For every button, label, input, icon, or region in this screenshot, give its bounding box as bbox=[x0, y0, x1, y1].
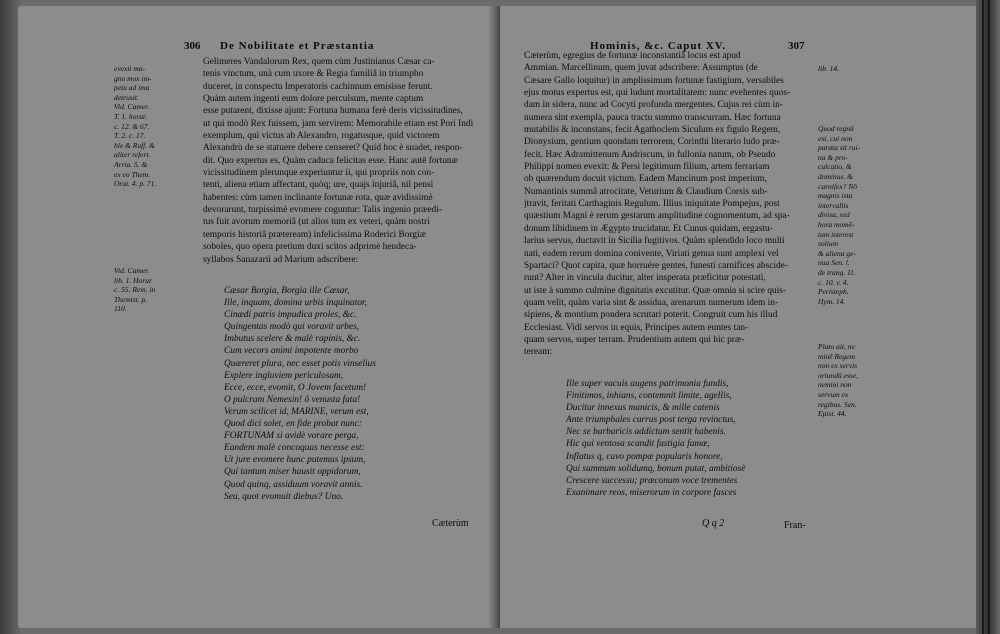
text-line: ut qui modò Rex fuissem, jam servirem: Memorabile etiam est Pori Indi bbox=[203, 118, 474, 129]
text-line: ob quærendum docuit victum. Eadem Mancinum post imperium, bbox=[524, 174, 767, 185]
verse-line: Cinædi patris impudica proles, &c. bbox=[224, 310, 357, 321]
verse-line: Ante triumphales currus post terga revinctus, bbox=[566, 415, 736, 426]
text-line: Spartaci? Quot capita, quæ horruére gentes, funesti carnifices abscide- bbox=[524, 260, 788, 271]
margin-note-line: Hym. 14. bbox=[818, 296, 846, 306]
verse-line: Cæsar Borgia, Borgia ille Cæsar, bbox=[224, 286, 350, 296]
margin-note-line: parata sit rui- bbox=[818, 143, 861, 153]
margin-note-line: detrusit. bbox=[114, 92, 139, 102]
verse-line: Imbutus scelere & malè rapinis, &c. bbox=[224, 334, 361, 345]
margin-note-line: est, cui non bbox=[818, 133, 853, 143]
margin-note-line: Arria. 5. & bbox=[114, 159, 148, 169]
margin-notes-left-2 bbox=[114, 266, 155, 314]
running-head-left: De Nobilitate et Præstantia bbox=[220, 40, 375, 52]
margin-note-line: Plato ait, ne bbox=[818, 342, 855, 351]
verse-right bbox=[566, 378, 826, 499]
text-line: syllabos Sanazarii ad Marium adscribere: bbox=[203, 254, 359, 265]
verse-line: Quod quinq, assiduum voravit annis. bbox=[224, 479, 363, 490]
verse-line: Qui summum solidumq, bonum putat, ambitiosè bbox=[566, 463, 746, 474]
text-line: devorarunt, turpissimè evomere coguntur: Talis ingenio præedi- bbox=[203, 205, 442, 216]
text-line: Gelimeres Vandalorum Rex, quem cùm Justinianus Cæsar ca- bbox=[203, 57, 435, 67]
margin-note-line: lib. 14. bbox=[818, 64, 840, 73]
margin-note-line: Quod regnū bbox=[818, 124, 854, 133]
text-line: sipiens, & montium pondera scrutari poterit. Congruit cum his illud bbox=[524, 310, 778, 321]
margin-notes-left bbox=[114, 64, 156, 189]
verse-line: Qui tantum miser hausit oppidorum, bbox=[224, 467, 361, 478]
margin-note-line: ex eo Them. bbox=[114, 169, 151, 179]
verse-line: Ut jure evomere hunc putemus ipsum, bbox=[224, 455, 366, 466]
text-line: vicissitudinem plerunque experiuntur ii, qui propriis non con- bbox=[203, 168, 435, 179]
margin-note-line: evexit ma- bbox=[114, 64, 146, 73]
catchword-right: Fran- bbox=[784, 520, 806, 531]
margin-note-line: de tranq. 11. bbox=[818, 267, 856, 277]
text-line: duceret, in conspectu Imperatoris cachinnum emisisse ferunt. bbox=[203, 81, 433, 92]
margin-note-line: Vid. Camer. bbox=[114, 102, 150, 112]
margin-note-line: na & pro- bbox=[818, 152, 848, 162]
verse-left bbox=[224, 285, 464, 503]
text-line: teream: bbox=[524, 347, 553, 358]
verse-line: Crescere successu; præconum voce trementes bbox=[566, 475, 738, 486]
verse-line: Seu, quot evomuit diebus? Uno. bbox=[224, 491, 344, 502]
text-line: Quàm autem ingenti eum dolore perculsum, mente captum bbox=[203, 94, 424, 105]
margin-note-line: Vid. Camer. bbox=[114, 266, 150, 275]
verse-line: Quod dici solet, en fide probat nunc: bbox=[224, 419, 362, 430]
text-line: ejus motus expertus est, qui ludunt mortalitatem: nunc evehentes quos- bbox=[524, 88, 791, 99]
margin-note-line: ble & Ruff. & bbox=[114, 140, 155, 150]
text-line: numera sint exempla, pauca tractu summo transcurram. Hæc fortuna bbox=[524, 112, 781, 123]
folio-right: 307 bbox=[788, 40, 805, 52]
margin-note-line: Themist. p. bbox=[114, 294, 148, 304]
margin-notes-right bbox=[818, 64, 839, 74]
margin-note-line: minē Regem bbox=[818, 351, 855, 361]
margin-note-line: c. 10. v. 4. bbox=[818, 277, 849, 287]
text-line: jtravit, feritati Carthaginis Regulum. Illius iniquitate Pompejus, post bbox=[524, 199, 780, 210]
margin-note-line: servum ex bbox=[818, 389, 849, 399]
text-line: nati, eadem rerum domina conivente, Viriati genua sunt amplexi vel bbox=[524, 248, 779, 259]
margin-note-line: nemini non bbox=[818, 380, 852, 390]
text-line: dit. Quo expertus es, Quàm caduca felicitas esse. Hanc autē fortunæ bbox=[203, 155, 458, 166]
text-line: exemplum, qui victus ab Alexandro, rogatusque, quid victorem bbox=[203, 131, 440, 142]
text-line: Cæterùm, egregius de fortunæ inconstantiâ locus est apud bbox=[524, 51, 741, 61]
margin-note-line: carnifex? Nō bbox=[818, 181, 857, 191]
text-line: tus fuit avorum memoriâ (ut alios tum ex veteri, quàm nostri bbox=[203, 217, 430, 228]
text-line: quæstium Magni è rerum gestarum amplitudine cognomentum, ad spa- bbox=[524, 211, 790, 222]
text-line: Alexandrù de se statuere debere censeret? Quid hoc è suadet, respon- bbox=[203, 143, 463, 154]
margin-note-line: regibus. Sen. bbox=[818, 399, 857, 409]
verse-line: Eandem malè concoquas necesse est: bbox=[224, 443, 365, 454]
running-head-right: Hominis, &c. Caput XV. bbox=[590, 40, 727, 52]
verse-line: Ille, inquam, domina urbis inquinator, bbox=[224, 298, 367, 309]
text-line: fecit. Hæc Adramittenum Andriscum, in fullonia natum, ob Pseudo bbox=[524, 149, 776, 160]
verse-line: Quingentas modò qui voravit urbes, bbox=[224, 322, 360, 333]
body-text-left bbox=[203, 56, 493, 266]
margin-note-line: petu ad ima bbox=[114, 83, 150, 93]
right-page bbox=[500, 6, 980, 628]
text-line: Cæsare Gallo loquitur) in amplissimum fortunæ fastigium, versabiles bbox=[524, 75, 784, 86]
margin-note-line: & aliena ge- bbox=[818, 248, 856, 258]
margin-note-line: culcatio, & bbox=[818, 162, 852, 172]
folio-left: 306 bbox=[184, 40, 201, 52]
verse-line: Exanimare reos, miserorum in corpore fasces bbox=[566, 487, 737, 498]
text-line: Dionysium, gentium quondam terrorem, Corinthi literario ludo præ- bbox=[524, 137, 780, 148]
margin-note-line: oriundū esse, bbox=[818, 370, 858, 380]
text-line: Numantinis summâ atrocitate, Veturium & Claudium Corsis sub- bbox=[524, 186, 768, 197]
verse-line: Nec se barbaricis addictum sentit habenis. bbox=[566, 427, 726, 438]
verse-line: Quæreret plura, nec esset potis vinselius bbox=[224, 358, 376, 369]
verse-line: Finitimos, inhians, contemnit limite, agellis, bbox=[566, 391, 732, 402]
verse-line: Ducitur innexus manicis, & mille catenis bbox=[566, 403, 720, 414]
margin-note-line: c. 55. Rem. in bbox=[114, 285, 156, 295]
verse-line: Verum scilicet id, MARINE, verum est, bbox=[224, 406, 369, 417]
text-line: Ammian. Marcellinum, quem juvat adscribere: Assumptus (de bbox=[524, 63, 758, 74]
margin-note-line: dominus. & bbox=[818, 171, 854, 181]
text-line: donum libidinem in Ægypto trucidatur. Et Cunus quidam, ergastu- bbox=[524, 223, 773, 234]
text-line: quam velit, quàm varia sint & assidua, arenarum numerum idem in- bbox=[524, 297, 779, 308]
margin-note-line: Epist. 44. bbox=[818, 409, 847, 419]
text-line: mutabilis & inconstans, fecit Agathoclem Siculum ex figulo Regem, bbox=[524, 125, 781, 136]
margin-note-line: lib. 1. Horar. bbox=[114, 275, 153, 285]
text-line: Ecclesiast. Vidi servos in equis, Principes autem euntes tan- bbox=[524, 322, 749, 333]
text-line: tenis vinctum, unà cum uxore & Regia familiâ in triumpho bbox=[203, 69, 424, 80]
verse-line: Hic qui ventosa scandit fastigia famæ, bbox=[566, 439, 710, 450]
text-line: temporis historiâ præteream) infelicissima Roderici Borgiæ bbox=[203, 229, 426, 240]
text-line: habentes: cùm tamen inclinante fortunæ rota, quæ avidissimè bbox=[203, 192, 433, 203]
verse-line: Ille super vacuis augens patrimonia fundis, bbox=[566, 379, 729, 389]
text-line: esse putarent, dixisse ajunt: Fortuna humana ferè deris vicissitudines, bbox=[203, 106, 463, 117]
left-page bbox=[18, 6, 502, 628]
text-line: runt? Alter in vincula ducitur, alter insperata præficitur potestati, bbox=[524, 273, 766, 284]
margin-note-line: Peristeph. bbox=[818, 287, 849, 297]
body-text-right bbox=[524, 50, 816, 359]
text-line: quam servos, super terram. Prudentium autem qui hic præ- bbox=[524, 334, 745, 345]
text-line: ut iste à summo culmine dignitatis excutitur. Quæ omnia si scire quis- bbox=[524, 285, 786, 296]
margin-note-line: 110. bbox=[114, 304, 127, 314]
margin-note-line: c. 12. & 67. bbox=[114, 121, 150, 131]
text-line: tenti, aliena etiam affectant, quòq; ure, quajs injuriâ, nil pensi bbox=[203, 180, 434, 191]
margin-note-line: intervallis bbox=[818, 200, 849, 210]
margin-note-line: magnis ista bbox=[818, 191, 853, 201]
margin-note-line: hora momē- bbox=[818, 219, 855, 229]
verse-line: Cum vecors animi impotente morbo bbox=[224, 346, 359, 357]
margin-note-line: Orat. 4. p. 71. bbox=[114, 179, 157, 189]
verse-line: Inflatus q, cavo pompæ popularis honore, bbox=[566, 451, 723, 462]
margin-note-line: nua Sen. l. bbox=[818, 258, 850, 268]
verse-line: Explere ingluviem periculosam, bbox=[224, 370, 344, 381]
margin-note-line: solium bbox=[818, 239, 839, 249]
margin-notes-right-2 bbox=[818, 124, 860, 306]
text-line: Philippi nomen evexit: & Persi legitimum filium, artem ferrariam bbox=[524, 162, 770, 173]
text-line: larius servus, ductavit in Sicilia fugitivos. Quàm splendido loco multi bbox=[524, 236, 785, 247]
margin-note-line: tum interest bbox=[818, 229, 854, 239]
margin-note-line: T. 2. c. 17. bbox=[114, 131, 146, 141]
text-line: soboles, quo opera pretium duxi scitos adprimè hendeca- bbox=[203, 242, 417, 253]
catchword-left: Cæterùm bbox=[432, 518, 469, 529]
margin-note-line: T. 1. horar. bbox=[114, 111, 147, 121]
margin-note-line: divisa, sed bbox=[818, 210, 850, 220]
verse-line: O pulcram Nemesin! ô venusta fata! bbox=[224, 394, 361, 405]
margin-note-line: non ex servis bbox=[818, 361, 858, 371]
signature-mark: Q q 2 bbox=[702, 518, 725, 529]
margin-note-line: gno mox im- bbox=[114, 73, 152, 83]
book-edge-right bbox=[976, 0, 1000, 634]
verse-line: FORTUNAM si avidè vorare perga, bbox=[224, 431, 359, 442]
margin-note-line: aliter refert. bbox=[114, 150, 151, 160]
verse-line: Ecce, ecce, evomit, O Jovem facetum! bbox=[224, 382, 367, 393]
text-line: dam in sidera, nunc ad Cocyti profunda mergentes. Cujus rei cùm in- bbox=[524, 100, 783, 111]
